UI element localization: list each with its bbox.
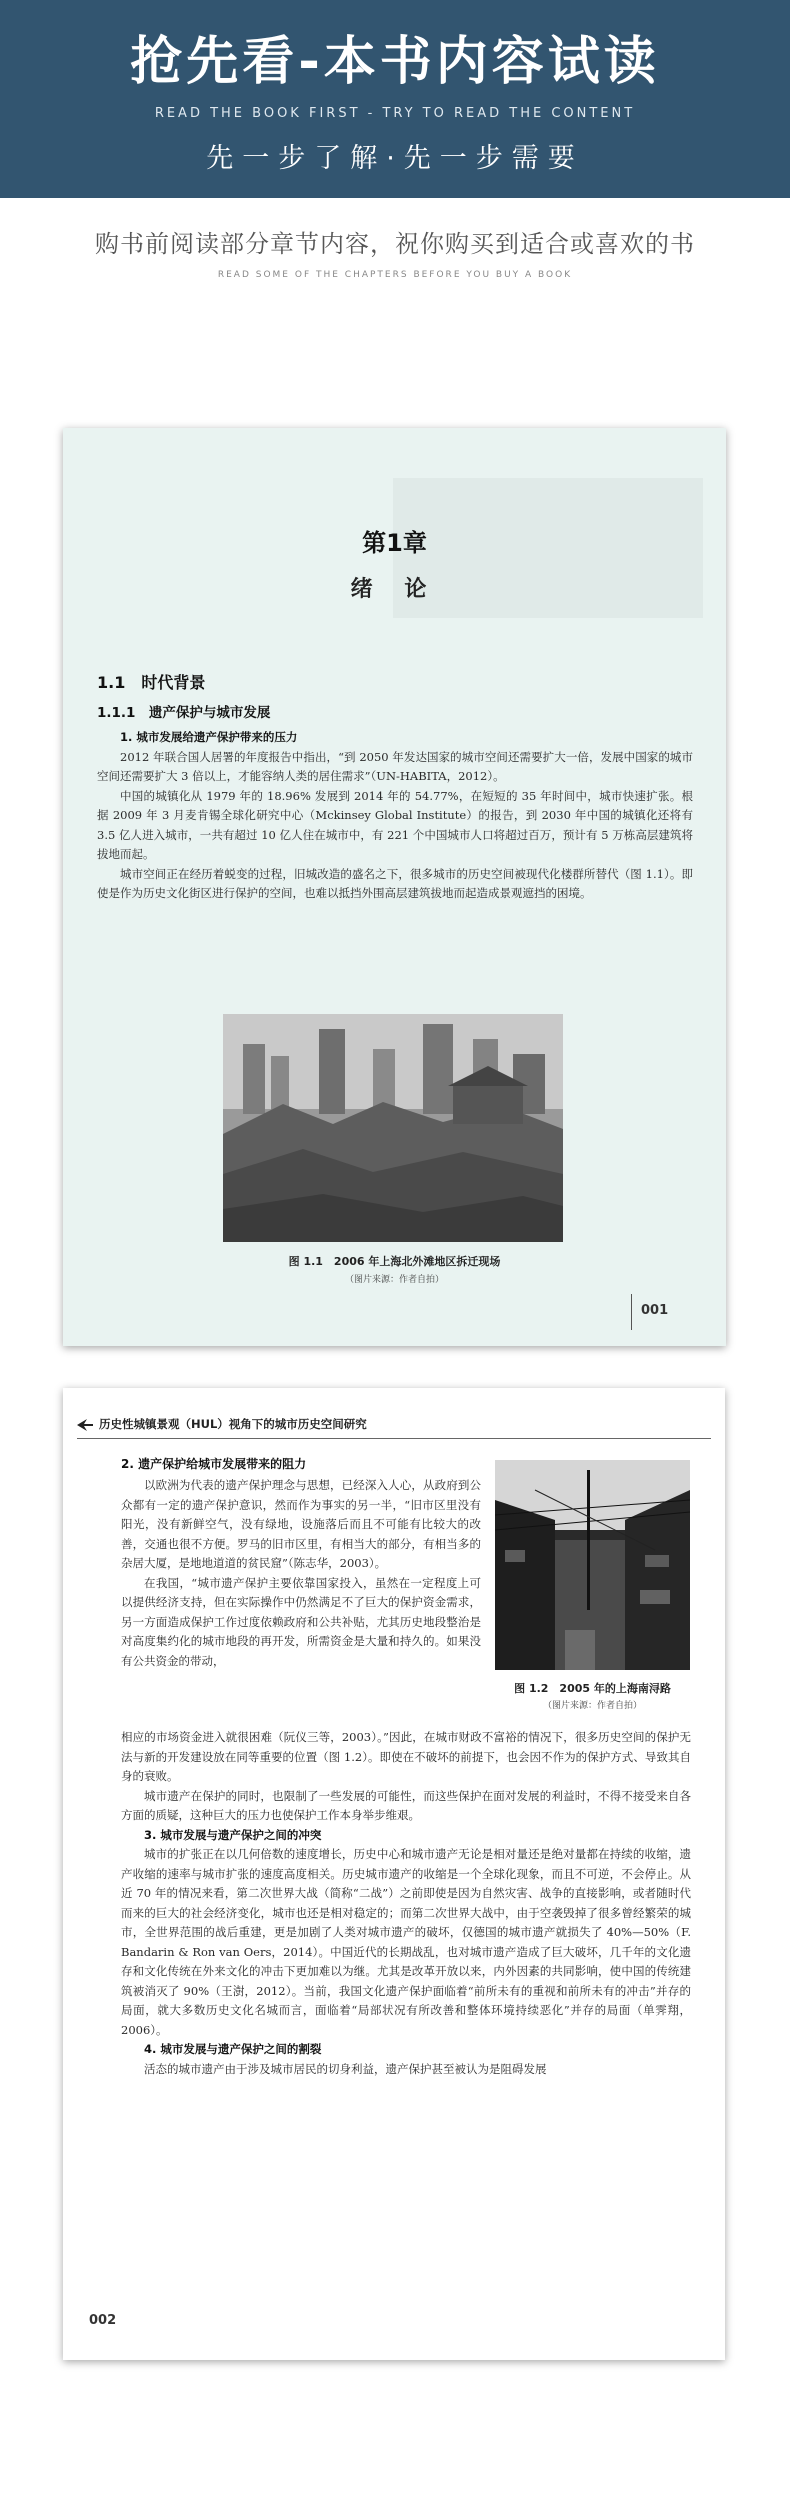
banner-subtitle-en: READ THE BOOK FIRST - TRY TO READ THE CONTENT bbox=[154, 106, 636, 121]
subsection-heading: 1.1.1 遗产保护与城市发展 bbox=[97, 705, 271, 721]
book-page-001 bbox=[63, 428, 726, 1346]
paragraph: 2012 年联合国人居署的年度报告中指出，“到 2050 年发达国家的城市空间还需要扩大一倍，发展中国家的城市空间还需要扩大 3 倍以上，才能容纳人类的居住需求”（UN-HABITA，2012）。 bbox=[97, 749, 693, 783]
intro-text-en: READ SOME OF THE CHAPTERS BEFORE YOU BUY A BOOK bbox=[217, 270, 573, 280]
heading-pressure: 1. 城市发展给遗产保护带来的压力 bbox=[120, 730, 298, 744]
running-head bbox=[77, 1416, 711, 1439]
figure-credit: （图片来源：作者自拍） bbox=[344, 1275, 444, 1285]
banner-slogan: 先一步了解·先一步需要 bbox=[206, 143, 584, 174]
top-banner bbox=[0, 0, 790, 198]
paragraph: 城市遗产在保护的同时，也限制了一些发展的可能性，而这些保护在面对发展的利益时，不得不接受来自各方面的质疑，这种巨大的压力也使保护工作本身举步维艰。 bbox=[121, 1788, 691, 1822]
page2-body bbox=[121, 1728, 691, 2079]
figure-caption: 图 1.2 2005 年的上海南浔路 bbox=[514, 1682, 671, 1695]
heading-separation: 4. 城市发展与遗产保护之间的割裂 bbox=[144, 2042, 322, 2056]
paragraph: 以欧洲为代表的遗产保护理念与思想，已经深入人心，从政府到公众都有一定的遗产保护意识，然而作为事实的另一半，“旧市区里没有阳光，没有新鲜空气，没有绿地，设施落后而且不可能有比较大的改善，交通也很不方便。罗马的旧市区里，有相当大的部分，有相当多的杂居大厦，是地地道道的贫民窟”（陈志华，2003）。 bbox=[121, 1478, 481, 1570]
section-heading: 1.1 时代背景 bbox=[97, 673, 206, 692]
paragraph: 活态的城市遗产由于涉及城市居民的切身利益，遗产保护甚至被认为是阻碍发展 bbox=[144, 2061, 547, 2076]
page2-wrap-text bbox=[121, 1476, 481, 1671]
chapter-number: 第1章 bbox=[362, 529, 427, 557]
page-number: 002 bbox=[89, 2313, 117, 2328]
arrow-icon bbox=[77, 1419, 93, 1431]
street-photo bbox=[495, 1460, 690, 1670]
intro-text: 购书前阅读部分章节内容，祝你购买到适合或喜欢的书 bbox=[95, 230, 695, 258]
paragraph: 在我国，“城市遗产保护主要依靠国家投入，虽然在一定程度上可以提供经济支持，但在实际操作中仍然满足不了巨大的保护资金需求，另一方面造成保护工作过度依赖政府和公共补贴，尤其历史地段整治是对高度集约化的城市地段的再开发，所需资金是大量和持久的。如果没有公共资金的带动， bbox=[121, 1575, 481, 1668]
paragraph: 相应的市场资金进入就很困难（阮仪三等，2003）。”因此，在城市财政不富裕的情况下，很多历史空间的保护无法与新的开发建设放在同等重要的位置（图 1.2）。即使在不破坏的前提下，也会因不作为的保护方式、导致其自身的衰败。 bbox=[121, 1730, 691, 1783]
heading-resistance: 2. 遗产保护给城市发展带来的阻力 bbox=[121, 1457, 307, 1471]
chapter-title: 绪 论 bbox=[350, 577, 439, 602]
book-page-002 bbox=[63, 1388, 725, 2360]
demolition-photo bbox=[223, 1014, 563, 1242]
paragraph: 中国的城镇化从 1979 年的 18.96% 发展到 2014 年的 54.77%，在短短的 35 年时间中，城市快速扩张。根据 2009 年 3 月麦肯锡全球化研究中心（Mckinsey Global Institute）的报告，到 2030 年中国的城镇化还将有 3.5 亿人进入城市，一共有超过 10 亿人住在城市中，有 221 个中国城市人口将超过百万，预计有 5 万栋高层建筑将拔地而起。 bbox=[97, 788, 693, 861]
figure-caption: 图 1.1 2006 年上海北外滩地区拆迁现场 bbox=[288, 1255, 501, 1268]
page-number: 001 bbox=[641, 1303, 669, 1318]
page1-body bbox=[97, 728, 693, 904]
paragraph: 城市空间正在经历着蜕变的过程，旧城改造的盛名之下，很多城市的历史空间被现代化楼群所替代（图 1.1）。即使是作为历史文化街区进行保护的空间，也难以抵挡外围高层建筑拔地而起造成景观遮挡的困境。 bbox=[97, 866, 693, 900]
heading-conflict: 3. 城市发展与遗产保护之间的冲突 bbox=[144, 1827, 322, 1842]
page-number-divider bbox=[631, 1294, 632, 1330]
running-head-title: 历史性城镇景观（HUL）视角下的城市历史空间研究 bbox=[99, 1417, 367, 1431]
paragraph: 城市的扩张正在以几何倍数的速度增长，历史中心和城市遗产无论是相对量还是绝对量都在持续的收缩，遗产收缩的速率与城市扩张的速度高度相关。历史城市遗产的收缩是一个全球化现象，而且不可逆，不会停止。从近 70 年的情况来看，第二次世界大战（简称“二战”）之前即使是因为自然灾害、战争的直接影响，或者随时代而来的巨大的社会经济变化，城市也还是相对稳定的；而第二次世界大战中，由于空袭毁掉了很多曾经繁荣的城市，全世界范围的战后重建，更是加剧了人类对城市遗产的破坏，仅德国的城市遗产就损失了 40%—50%（F. Bandarin & Ron van Oers，2014）。中国近代的长期战乱，也对城市遗产造成了巨大破坏，几千年的文化遗存和文化传统在外来文化的冲击下更加难以为继。尤其是改革开放以来，内外因素的共同影响，使中国的传统建筑被消灭了 90%（王澍，2012）。当前，我国文化遗产保护面临着“前所未有的重视和前所未有的冲击”并存的局面，就大多数历史文化名城而言，面临着“局部状况有所改善和整体环境持续恶化”并存的局面（单霁翔，2006）。 bbox=[121, 1847, 691, 2037]
banner-title: 抢先看-本书内容试读 bbox=[130, 32, 660, 92]
figure-credit: （图片来源：作者自拍） bbox=[542, 1701, 642, 1711]
